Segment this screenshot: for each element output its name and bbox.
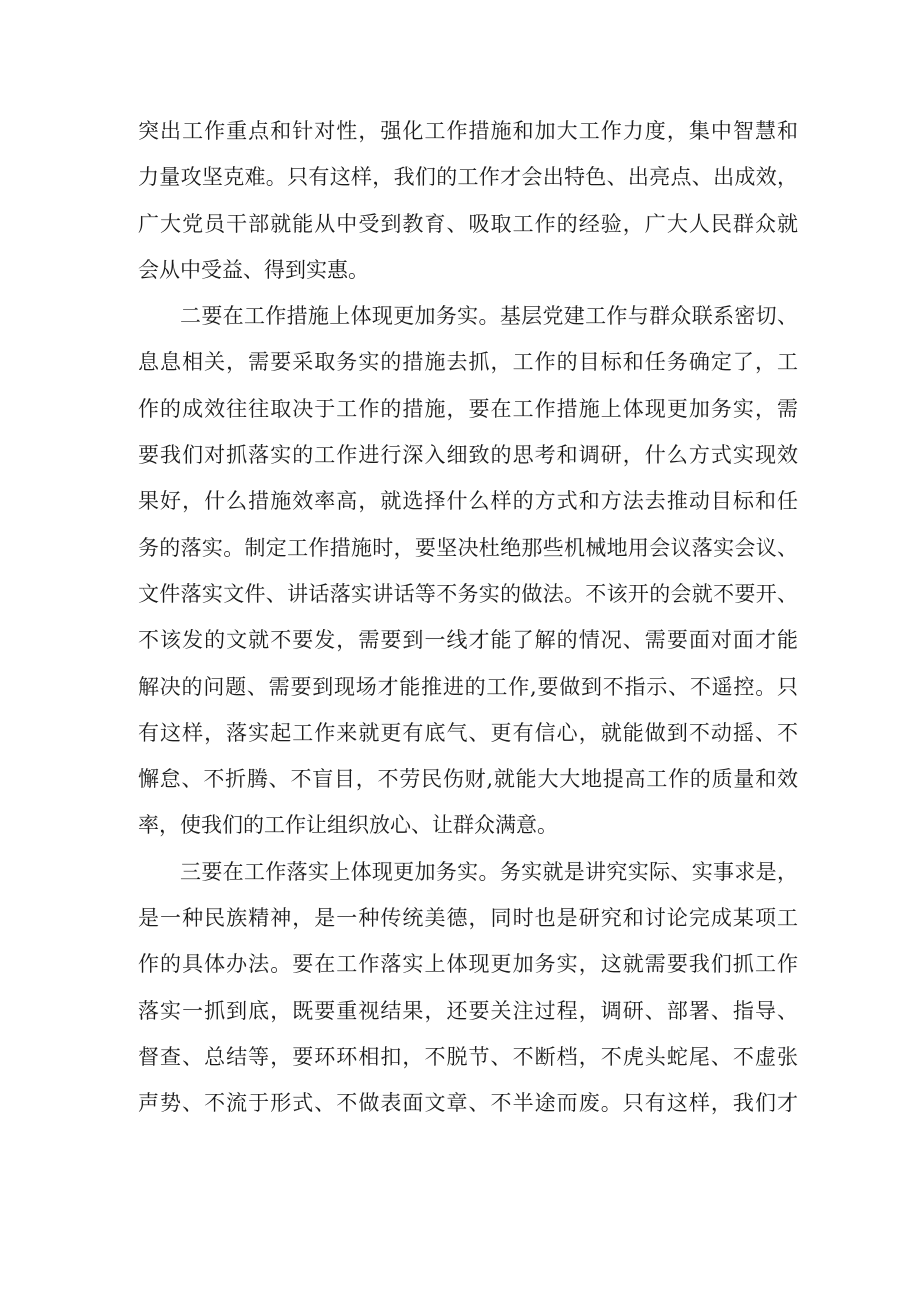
- paragraph-3: [138, 849, 798, 1127]
- text-line: 广大党员干部就能从中受到教育、吸取工作的经验，广大人民群众就: [138, 211, 798, 236]
- text-line: 二要在工作措施上体现更加务实。基层党建工作与群众联系密切、: [180, 304, 798, 329]
- text-line: 文件落实文件、讲话落实讲话等不务实的做法。不该开的会就不要开、: [138, 581, 798, 606]
- text-line: 三要在工作落实上体现更加务实。务实就是讲究实际、实事求是，: [180, 859, 798, 884]
- text-line: 声势、不流于形式、不做表面文章、不半途而废。只有这样，我们才: [138, 1091, 798, 1116]
- text-line: 有这样，落实起工作来就更有底气、更有信心，就能做到不动摇、不: [138, 720, 798, 745]
- text-line: 果好，什么措施效率高，就选择什么样的方式和方法去推动目标和任: [138, 489, 798, 514]
- text-line: 率，使我们的工作让组织放心、让群众满意。: [138, 813, 558, 838]
- text-line: 解决的问题、需要到现场才能推进的工作,要做到不指示、不遥控。只: [138, 674, 798, 699]
- text-line: 力量攻坚克难。只有这样，我们的工作才会出特色、出亮点、出成效，: [138, 165, 798, 190]
- paragraph-1: [138, 108, 798, 293]
- text-line: 息息相关，需要采取务实的措施去抓，工作的目标和任务确定了，工: [138, 350, 798, 375]
- text-line: 突出工作重点和针对性，强化工作措施和加大工作力度，集中智慧和: [138, 119, 798, 143]
- text-line: 要我们对抓落实的工作进行深入细致的思考和调研，什么方式实现效: [138, 443, 798, 468]
- text-line: 不该发的文就不要发，需要到一线才能了解的情况、需要面对面才能: [138, 628, 798, 653]
- text-line: 务的落实。制定工作措施时，要坚决杜绝那些机械地用会议落实会议、: [138, 535, 798, 560]
- paragraph-2: [138, 293, 798, 849]
- text-line: 是一种民族精神，是一种传统美德，同时也是研究和讨论完成某项工: [138, 906, 798, 931]
- text-line: 懈怠、不折腾、不盲目，不劳民伤财,就能大大地提高工作的质量和效: [138, 767, 798, 792]
- document-body: [138, 108, 798, 1127]
- text-line: 作的具体办法。要在工作落实上体现更加务实，这就需要我们抓工作: [138, 952, 798, 977]
- text-line: 落实一抓到底，既要重视结果，还要关注过程，调研、部署、指导、: [138, 998, 798, 1023]
- text-line: 会从中受益、得到实惠。: [138, 257, 369, 282]
- text-line: 作的成效往往取决于工作的措施，要在工作措施上体现更加务实，需: [138, 396, 798, 421]
- text-line: 督查、总结等，要环环相扣，不脱节、不断档，不虎头蛇尾、不虚张: [138, 1044, 798, 1069]
